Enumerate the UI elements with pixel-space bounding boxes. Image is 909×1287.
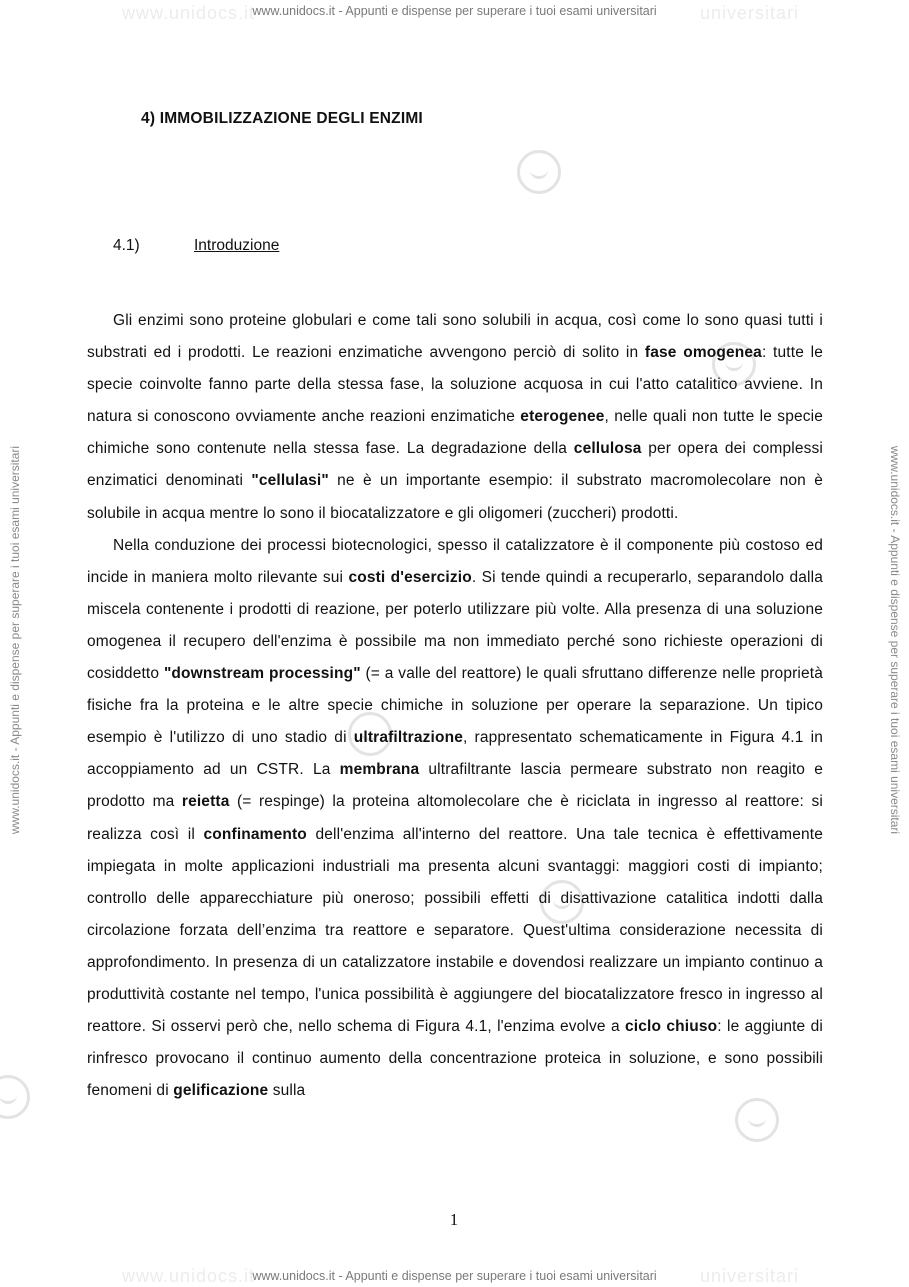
bold-term: confinamento [203, 825, 307, 843]
bold-term: membrana [339, 761, 420, 779]
section-number: 4.1) [113, 237, 140, 254]
bold-term: "cellulasi" [251, 472, 329, 490]
watermark-side-left: www.unidocs.it - Appunti e dispense per superare i tuoi esami universitari [8, 445, 22, 835]
text-run: . Si tende quindi a recuperarlo, separandolo dalla miscela contenente i prodotti di reazione, per poterlo utilizzare più volte. Alla presenza di una soluzione omogenea il recupero dell'enzima è possibile ma non immediato perché sono richieste operazioni di cosiddetto [87, 568, 823, 683]
bold-term: "downstream processing" [163, 665, 361, 683]
text-run: sulla [268, 1082, 306, 1100]
watermark-ghost-left-bottom: www.unidocs.it [122, 1266, 256, 1286]
text-run: , nelle quali non tutte le specie chimiche sono contenute nella stessa fase. La degradazione della [87, 408, 823, 458]
watermark-ghost-right-bottom: universitari [700, 1266, 800, 1286]
text-run: : tutte le specie coinvolte fanno parte della stessa fase, la soluzione acquosa in cui l'atto catalitico avviene. In natura si conoscono ovviamente anche reazioni enzimatiche [87, 344, 823, 426]
body-text [87, 305, 823, 1107]
page-number: 1 [449, 1210, 459, 1229]
watermark-banner-bottom: www.unidocs.it - Appunti e dispense per superare i tuoi esami universitari [252, 1269, 657, 1283]
text-run: (= respinge) la proteina altomolecolare che è riciclata in ingresso al reattore: si realizza così il [87, 793, 823, 843]
text-run: ne è un importante esempio: il substrato macromolecolare non è solubile in acqua mentre lo sono il biocatalizzatore e gli oligomeri (zuccheri) prodotti. [87, 472, 823, 522]
text-run: per opera dei complessi enzimatici denominati [87, 440, 823, 490]
text-run: , rappresentato schematicamente in Figura 4.1 in accoppiamento ad un CSTR. La [87, 729, 823, 779]
bold-term: ultrafiltrazione [353, 729, 463, 747]
bold-term: fase omogenea [644, 344, 762, 362]
section-title: Introduzione [194, 237, 280, 254]
bold-term: ciclo chiuso [625, 1018, 718, 1036]
text-run: (= a valle del reattore) le quali sfruttano differenze nelle proprietà fisiche fra la proteina e le altre specie chimiche in soluzione per operare la separazione. Un tipico esempio è l'utilizzo di uno stadio di [87, 665, 823, 747]
chapter-title: 4) IMMOBILIZZAZIONE DEGLI ENZIMI [141, 110, 423, 127]
unidocs-logo-icon [0, 1075, 30, 1119]
text-run: Nella conduzione dei processi biotecnologici, spesso il catalizzatore è il componente più costoso ed incide in maniera molto rilevante sui [87, 536, 823, 586]
watermark-banner-top: www.unidocs.it - Appunti e dispense per superare i tuoi esami universitari [252, 4, 657, 18]
bold-term: costi d'esercizio [348, 568, 472, 586]
watermark-ghost-right-top: universitari [700, 3, 800, 23]
unidocs-logo-icon [517, 150, 561, 194]
bold-term: gelificazione [173, 1082, 269, 1100]
text-run: : le aggiunte di rinfresco provocano il continuo aumento della concentrazione proteica in soluzione, e sono possibili fenomeni di [87, 1018, 823, 1100]
text-run: ultrafiltrante lascia permeare substrato non reagito e prodotto ma [87, 761, 823, 811]
paragraph [87, 305, 823, 530]
watermark-ghost-left-top: www.unidocs.it [122, 3, 256, 23]
paragraph [87, 530, 823, 1108]
text-run: dell'enzima all'interno del reattore. Una tale tecnica è effettivamente impiegata in molte applicazioni industriali ma presenta alcuni svantaggi: maggiori costi di impianto; controllo delle apparecchiature più oneroso; possibili effetti di disattivazione catalitica indotti dalla circolazione forzata dell’enzima tra reattore e separatore. Quest'ultima considerazione necessita di approfondimento. In presenza di un catalizzatore instabile e dovendosi realizzare un impianto continuo a produttività costante nel tempo, l'unica possibilità è aggiungere del biocatalizzatore fresco in ingresso al reattore. Si osservi però che, nello schema di Figura 4.1, l'enzima evolve a [87, 825, 823, 1036]
bold-term: cellulosa [573, 440, 642, 458]
bold-term: reietta [181, 793, 230, 811]
bold-term: eterogenee [520, 408, 605, 426]
watermark-side-right: www.unidocs.it - Appunti e dispense per superare i tuoi esami universitari [888, 445, 902, 835]
text-run: Gli enzimi sono proteine globulari e come tali sono solubili in acqua, così come lo sono quasi tutti i substrati ed i prodotti. Le reazioni enzimatiche avvengono perciò di solito in [87, 312, 823, 362]
